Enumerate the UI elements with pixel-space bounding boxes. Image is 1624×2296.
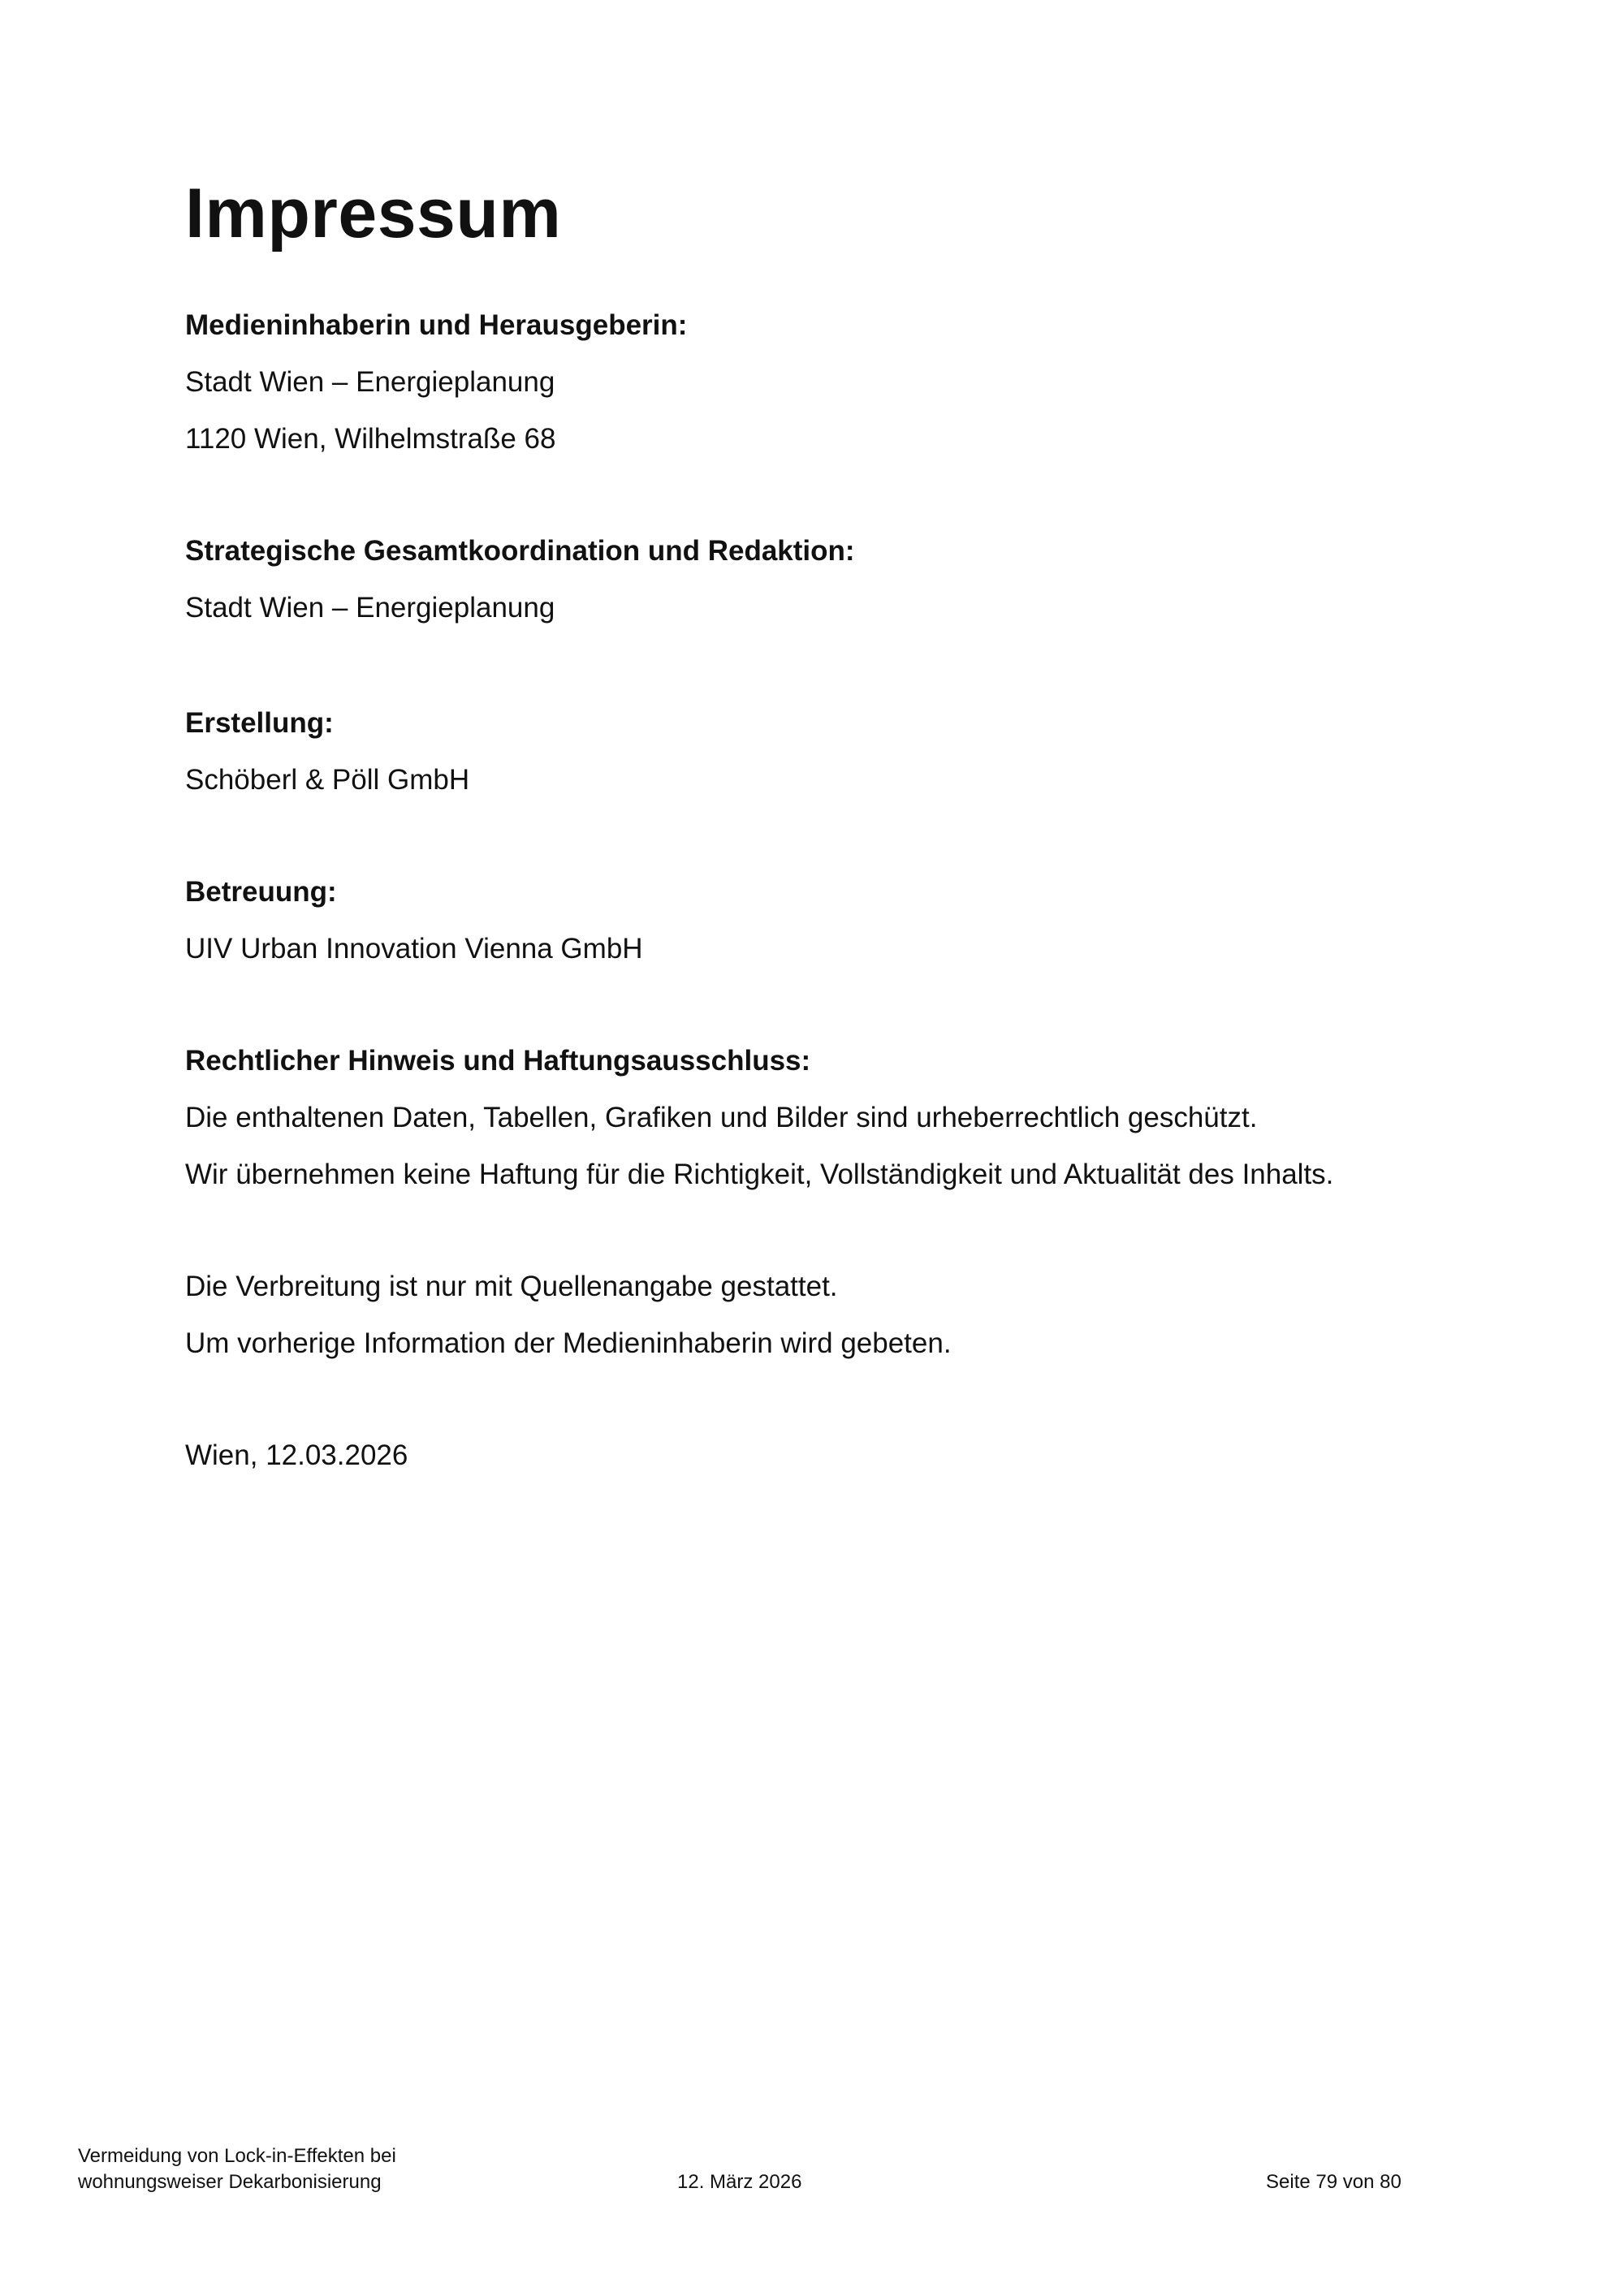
section-line: 1120 Wien, Wilhelmstraße 68 (185, 423, 556, 455)
section-heading: Betreuung: (185, 876, 337, 908)
section-heading: Medieninhaberin und Herausgeberin: (185, 309, 688, 341)
section-line: UIV Urban Innovation Vienna GmbH (185, 933, 643, 965)
section-line: Schöberl & Pöll GmbH (185, 764, 470, 796)
section-line: Die enthaltenen Daten, Tabellen, Grafiken und Bilder sind urheberrechtlich geschützt. (185, 1102, 1258, 1133)
section-legal (185, 1033, 1452, 1203)
notice-line: Um vorherige Information der Medieninhaberin wird gebeten. (185, 1327, 952, 1359)
footer-document-title (78, 2143, 565, 2195)
section-heading: Rechtlicher Hinweis und Haftungsausschluss: (185, 1045, 811, 1077)
section-line: Stadt Wien – Energieplanung (185, 366, 555, 398)
section-support (185, 864, 1452, 978)
footer-date: 12. März 2026 (677, 2171, 802, 2193)
footer-title-line: Vermeidung von Lock-in-Effekten bei (78, 2145, 396, 2167)
footer-title-line: wohnungsweiser Dekarbonisierung (78, 2171, 382, 2193)
section-line: Stadt Wien – Energieplanung (185, 592, 555, 624)
page-title: Impressum (185, 175, 562, 252)
section-line: Wir übernehmen keine Haftung für die Richtigkeit, Vollständigkeit und Aktualität des Inhalts. (185, 1159, 1334, 1190)
section-coordination (185, 523, 1452, 637)
notice-line: Die Verbreitung ist nur mit Quellenangabe gestattet. (185, 1271, 838, 1302)
footer-page-number: Seite 79 von 80 (1266, 2171, 1402, 2193)
section-heading: Strategische Gesamtkoordination und Redaktion: (185, 535, 855, 567)
section-heading: Erstellung: (185, 707, 334, 739)
page-footer (78, 2143, 1410, 2208)
section-publisher (185, 297, 1452, 468)
section-creation (185, 695, 1452, 809)
distribution-notice (185, 1258, 1452, 1372)
impressum-content (185, 175, 1452, 1484)
place-date: Wien, 12.03.2026 (185, 1439, 408, 1471)
